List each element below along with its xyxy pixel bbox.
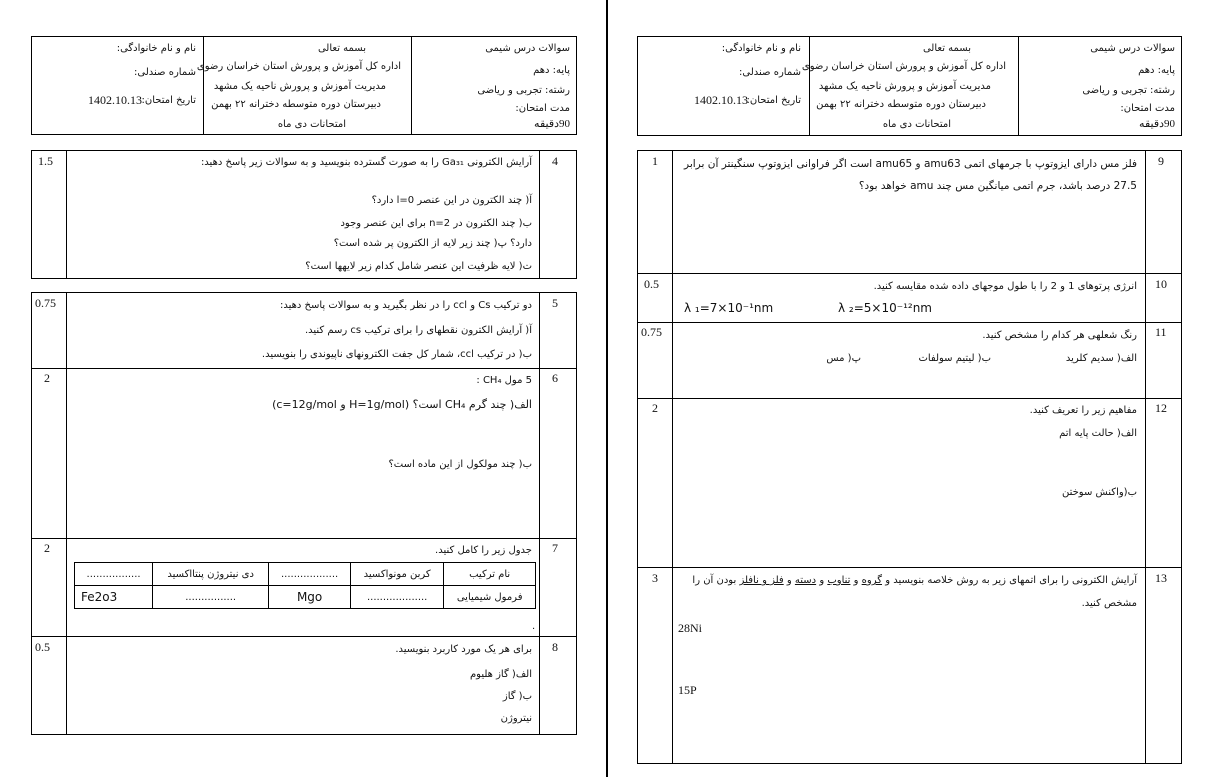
date-label: تاریخ امتحان: xyxy=(746,95,801,106)
grade-label: پایه: دهم xyxy=(533,65,570,76)
table-cell: Mgo xyxy=(269,586,351,609)
q4-part-a: آ( چند الکترون در این عنصر l=0 دارد؟ xyxy=(371,195,532,206)
q5-part-a: آ( آرایش الکترون نقطهای را برای ترکیب cs رسم کنید. xyxy=(304,325,532,336)
org-line-3: دبیرستان دوره متوسطه دخترانه ۲۲ بهمن xyxy=(816,99,986,110)
table-row xyxy=(75,586,536,609)
questions-5-8 xyxy=(31,292,577,735)
q8-part-a: الف( گاز هلیوم xyxy=(469,669,532,680)
q8-part-c: نیتروژن xyxy=(500,713,532,724)
q10-text: انرژی پرتوهای 1 و 2 را با طول موجهای داده شده مقایسه کنید. xyxy=(873,281,1137,292)
q12-part-b: ب(واکنش سوختن xyxy=(1062,487,1137,498)
score-q4: 1.5 xyxy=(38,154,53,168)
q8-part-b: ب( گاز xyxy=(502,691,532,702)
q11-part-b: ب( لیتیم سولفات xyxy=(918,353,991,364)
name-label: نام و نام خانوادگی: xyxy=(116,43,196,54)
bismillah: بسمه تعالی xyxy=(317,43,366,54)
score-q7: 2 xyxy=(44,541,50,555)
question-4 xyxy=(31,150,577,279)
q11-part-c: پ( مس xyxy=(826,353,861,364)
score-q6: 2 xyxy=(44,371,50,385)
table-row xyxy=(75,563,536,586)
score-q5: 0.75 xyxy=(35,296,56,310)
org-line-2: مدیریت آموزش و پرورش ناحیه یک مشهد xyxy=(213,81,386,92)
score-q11: 0.75 xyxy=(641,325,662,339)
number-q7: 7 xyxy=(552,541,558,555)
number-q11: 11 xyxy=(1155,325,1167,339)
number-q5: 5 xyxy=(552,296,558,310)
score-q8: 0.5 xyxy=(35,640,50,654)
course-title: سوالات درس شیمی xyxy=(485,43,570,54)
score-q12: 2 xyxy=(652,401,658,415)
q4-text: آرایش الکترونی Ga₃₁ را به صورت گسترده بنویسید و به سوالات زیر پاسخ دهید: xyxy=(200,157,532,168)
date-value: 1402.10.13 xyxy=(88,93,142,107)
q5-text: دو ترکیب Cs و ccl را در نظر بگیرید و به سوالات پاسخ دهید: xyxy=(279,300,532,311)
duration-label: مدت امتحان: xyxy=(515,103,570,114)
table-cell: .................. xyxy=(269,563,351,586)
score-q9: 1 xyxy=(652,154,658,168)
org-line-3: دبیرستان دوره متوسطه دخترانه ۲۲ بهمن xyxy=(211,99,381,110)
table-cell: ................ xyxy=(153,586,269,609)
q7-text: جدول زیر را کامل کنید. xyxy=(435,545,532,556)
number-q13: 13 xyxy=(1155,571,1167,585)
number-q12: 12 xyxy=(1155,401,1167,415)
date-value: 1402.10.13 xyxy=(694,93,748,107)
q9-text: فلز مس دارای ایزوتوپ با جرمهای اتمی amu63 و amu65 است اگر فراوانی ایزوتوپ سنگینتر آن برابر xyxy=(684,158,1137,170)
table-cell: نام ترکیب xyxy=(444,563,536,586)
q13-text-2: مشخص کنید. xyxy=(1081,598,1137,609)
number-q10: 10 xyxy=(1155,277,1167,291)
duration-label: مدت امتحان: xyxy=(1120,103,1175,114)
q4-part-b: ب( چند الکترون در n=2 برای این عنصر وجود xyxy=(340,218,532,229)
right-page xyxy=(608,0,1213,777)
org-line-1: اداره کل آموزش و پرورش استان خراسان رضوی xyxy=(196,61,401,72)
org-line-4: امتحانات دی ماه xyxy=(882,119,951,130)
q13-text: آرایش الکترونی را برای اتمهای زیر به روش خلاصه بنویسید و گروه و تناوب و دسته و فلز و نافلز بودن آن را xyxy=(692,575,1137,586)
date-label: تاریخ امتحان: xyxy=(141,95,196,106)
table-cell: Fe2o3 xyxy=(75,586,153,609)
q6-part-b: ب( چند مولکول از این ماده است؟ xyxy=(388,459,532,470)
table-cell: فرمول شیمیایی xyxy=(444,586,536,609)
lambda-1: λ ₁=7×10⁻¹nm xyxy=(684,301,774,315)
q11-part-a: الف( سدیم کلرید xyxy=(1065,353,1137,364)
q5-part-b: ب( در ترکیب ccl، شمار کل جفت الکترونهای ناپیوندی را بنویسید. xyxy=(261,349,532,360)
q12-text: مفاهیم زیر را تعریف کنید. xyxy=(1029,405,1137,416)
duration-value: 90دقیقه xyxy=(534,118,570,130)
seat-label: شماره صندلی: xyxy=(134,67,196,78)
org-line-1: اداره کل آموزش و پرورش استان خراسان رضوی xyxy=(801,61,1006,72)
grade-label: پایه: دهم xyxy=(1138,65,1175,76)
element-ni: 28Ni xyxy=(678,621,702,635)
course-title: سوالات درس شیمی xyxy=(1090,43,1175,54)
q6-part-a: الف( چند گرم CH₄ است؟ (H=1g/mol و c=12g/mol) xyxy=(272,398,532,411)
number-q9: 9 xyxy=(1158,154,1164,168)
q4-part-c: ت( لایه ظرفیت این عنصر شامل کدام زیر لایهها است؟ xyxy=(305,261,532,272)
table-cell: ................. xyxy=(75,563,153,586)
q9-text-2: 27.5 درصد باشد، جرم اتمی میانگین مس چند amu خواهد بود؟ xyxy=(858,180,1137,192)
element-p: 15P xyxy=(678,683,697,697)
table-cell: ................... xyxy=(351,586,444,609)
field-label: رشته: تجربی و ریاضی xyxy=(477,85,570,96)
number-q6: 6 xyxy=(552,371,558,385)
q11-text: رنگ شعلهی هر کدام را مشخص کنید. xyxy=(982,330,1137,341)
number-q4: 4 xyxy=(552,154,558,168)
table-cell: کربن مونواکسید xyxy=(351,563,444,586)
bismillah: بسمه تعالی xyxy=(922,43,971,54)
seat-label: شماره صندلی: xyxy=(739,67,801,78)
score-q10: 0.5 xyxy=(644,277,659,291)
q4-part-b2: دارد؟ پ( چند زیر لایه از الکترون پر شده است؟ xyxy=(333,238,532,249)
score-q13: 3 xyxy=(652,571,658,585)
q7-dot: . xyxy=(532,621,536,632)
q6-text: 5 مول CH₄ : xyxy=(476,375,532,386)
name-label: نام و نام خانوادگی: xyxy=(721,43,801,54)
number-q8: 8 xyxy=(552,640,558,654)
org-line-2: مدیریت آموزش و پرورش ناحیه یک مشهد xyxy=(818,81,991,92)
exam-header-left xyxy=(31,36,577,135)
q8-text: برای هر یک مورد کاربرد بنویسید. xyxy=(395,644,532,655)
org-line-4: امتحانات دی ماه xyxy=(277,119,346,130)
questions-9-13 xyxy=(637,150,1182,764)
compound-table xyxy=(74,562,536,609)
table-cell: دی نیتروژن پنتااکسید xyxy=(153,563,269,586)
q12-part-a: الف( حالت پایه اتم xyxy=(1059,428,1137,439)
exam-header-right xyxy=(637,36,1182,136)
lambda-2: λ ₂=5×10⁻¹²nm xyxy=(838,301,932,315)
field-label: رشته: تجربی و ریاضی xyxy=(1082,85,1175,96)
duration-value: 90دقیقه xyxy=(1139,118,1175,130)
